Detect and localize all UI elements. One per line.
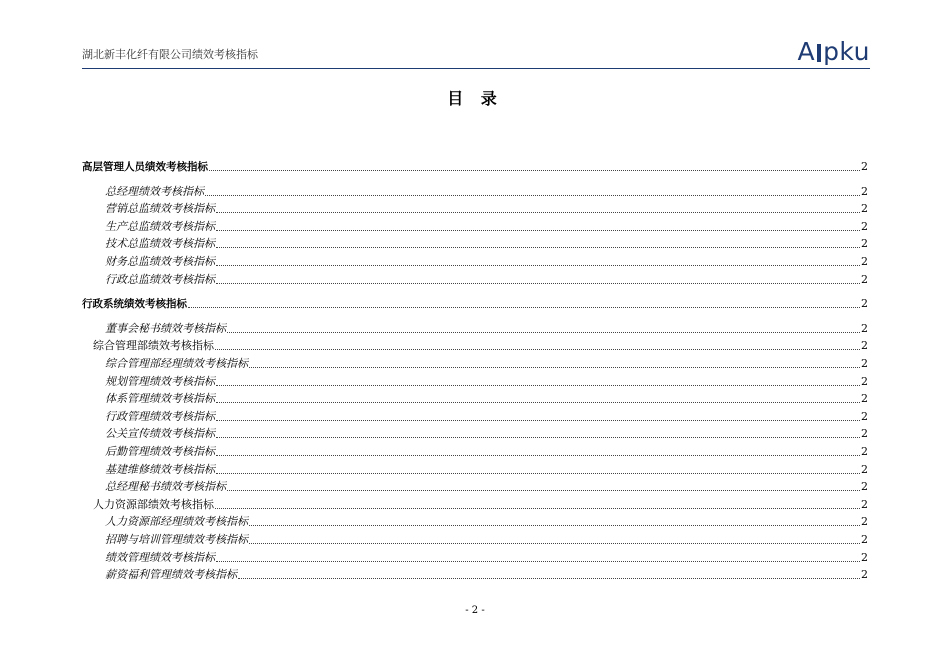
toc-entry[interactable] <box>82 427 868 441</box>
logo-letter-a: A <box>797 37 816 66</box>
toc-entry-page: 2 <box>861 339 868 353</box>
page-header <box>82 38 870 69</box>
toc-entry[interactable] <box>82 480 868 494</box>
header-title: 湖北新丰化纤有限公司绩效考核指标 <box>82 48 258 61</box>
toc-entry-label: 招聘与培训管理绩效考核指标 <box>105 533 248 546</box>
toc-leader-dots <box>249 525 860 526</box>
toc-entry-page: 2 <box>861 202 868 216</box>
toc-entry-page: 2 <box>861 272 868 286</box>
toc-entry[interactable] <box>82 498 868 512</box>
toc-entry[interactable] <box>82 357 868 371</box>
toc-leader-dots <box>215 349 860 350</box>
toc-leader-dots <box>215 508 860 509</box>
toc-entry[interactable] <box>82 533 868 547</box>
toc-entry-page: 2 <box>861 445 868 458</box>
toc-leader-dots <box>216 283 860 284</box>
toc-entry-page: 2 <box>861 480 868 494</box>
toc-entry-label: 总经理绩效考核指标 <box>105 184 204 198</box>
toc-entry[interactable] <box>82 322 868 336</box>
toc-entry-label: 体系管理绩效考核指标 <box>105 392 215 406</box>
toc-leader-dots <box>227 490 860 491</box>
toc-leader-dots <box>216 420 860 421</box>
toc-entry[interactable] <box>82 568 868 582</box>
toc-entry-label: 董事会秘书绩效考核指标 <box>105 321 226 335</box>
toc-entry-page: 2 <box>861 219 868 233</box>
toc-entry-page: 2 <box>861 533 868 546</box>
page-title: 目 录 <box>447 89 503 108</box>
toc-entry-page: 2 <box>861 255 868 268</box>
toc-leader-dots <box>216 455 860 456</box>
toc-entry-label: 技术总监绩效考核指标 <box>105 237 215 251</box>
toc-leader-dots <box>216 265 860 266</box>
toc-entry-label: 行政总监绩效考核指标 <box>105 272 215 286</box>
toc-entry-page: 2 <box>861 497 868 511</box>
toc-entry-label: 行政管理绩效考核指标 <box>105 409 215 423</box>
toc-leader-dots <box>209 170 860 171</box>
logo-bar-icon <box>817 44 821 62</box>
toc-entry-label: 高层管理人员绩效考核指标 <box>82 161 208 173</box>
toc-entry-page: 2 <box>861 184 868 198</box>
toc-entry[interactable] <box>82 375 868 389</box>
toc-leader-dots <box>238 578 860 579</box>
toc-entry-page: 2 <box>861 321 868 335</box>
toc-entry-page: 2 <box>861 297 868 311</box>
toc-entry-label: 生产总监绩效考核指标 <box>105 219 215 233</box>
toc-leader-dots <box>216 473 860 474</box>
toc-entry[interactable] <box>82 463 868 477</box>
toc-entry-label: 综合管理部经理绩效考核指标 <box>105 357 248 370</box>
toc-leader-dots <box>216 247 860 248</box>
logo-letters: pku <box>823 37 870 66</box>
toc-entry[interactable] <box>82 515 868 529</box>
toc-entry[interactable] <box>82 551 868 565</box>
toc-entry[interactable] <box>82 220 868 234</box>
toc-entry-page: 2 <box>861 409 868 423</box>
toc-leader-dots <box>227 332 860 333</box>
toc-leader-dots <box>216 561 860 562</box>
toc-leader-dots <box>216 212 860 213</box>
toc-leader-dots <box>188 307 860 308</box>
toc-entry-label: 后勤管理绩效考核指标 <box>105 445 215 458</box>
toc-entry-page: 2 <box>861 427 868 441</box>
toc-entry-page: 2 <box>861 237 868 251</box>
toc-entry[interactable] <box>82 160 868 174</box>
toc-entry-page: 2 <box>861 392 868 406</box>
toc-entry[interactable] <box>82 237 868 251</box>
company-logo <box>797 38 870 66</box>
toc-entry-label: 总经理秘书绩效考核指标 <box>105 480 226 494</box>
toc-leader-dots <box>216 385 860 386</box>
toc-entry[interactable] <box>82 185 868 199</box>
toc-entry[interactable] <box>82 445 868 459</box>
toc-entry-label: 综合管理部绩效考核指标 <box>93 339 214 353</box>
toc-entry-label: 薪资福利管理绩效考核指标 <box>105 568 237 582</box>
toc-entry-label: 公关宣传绩效考核指标 <box>105 427 215 441</box>
toc-entry-label: 规划管理绩效考核指标 <box>105 374 215 388</box>
toc-entry-label: 人力资源部经理绩效考核指标 <box>105 515 248 529</box>
toc-entry[interactable] <box>82 297 868 311</box>
toc-leader-dots <box>249 543 860 544</box>
toc-entry-label: 行政系统绩效考核指标 <box>82 298 187 311</box>
toc-leader-dots <box>205 195 860 196</box>
toc-entry-label: 基建维修绩效考核指标 <box>105 462 215 476</box>
toc-entry[interactable] <box>82 273 868 287</box>
toc-entry-page: 2 <box>861 357 868 370</box>
toc-entry-page: 2 <box>861 462 868 476</box>
toc-entry-label: 营销总监绩效考核指标 <box>105 202 215 216</box>
toc-entry-label: 绩效管理绩效考核指标 <box>105 550 215 564</box>
toc-entry-page: 2 <box>861 374 868 388</box>
toc-entry-page: 2 <box>861 160 868 173</box>
toc-entry-page: 2 <box>861 550 868 564</box>
toc-entry[interactable] <box>82 255 868 269</box>
toc-leader-dots <box>216 230 860 231</box>
toc-entry-label: 人力资源部绩效考核指标 <box>93 497 214 511</box>
toc-entry-page: 2 <box>861 568 868 582</box>
page-number: - 2 - <box>465 605 485 616</box>
toc-entry-label: 财务总监绩效考核指标 <box>105 255 215 268</box>
toc-entry[interactable] <box>82 339 868 353</box>
toc-entry-page: 2 <box>861 515 868 529</box>
toc-leader-dots <box>216 437 860 438</box>
toc-entry[interactable] <box>82 392 868 406</box>
toc-entry[interactable] <box>82 410 868 424</box>
toc-leader-dots <box>216 402 860 403</box>
toc-leader-dots <box>249 367 860 368</box>
toc-entry[interactable] <box>82 202 868 216</box>
